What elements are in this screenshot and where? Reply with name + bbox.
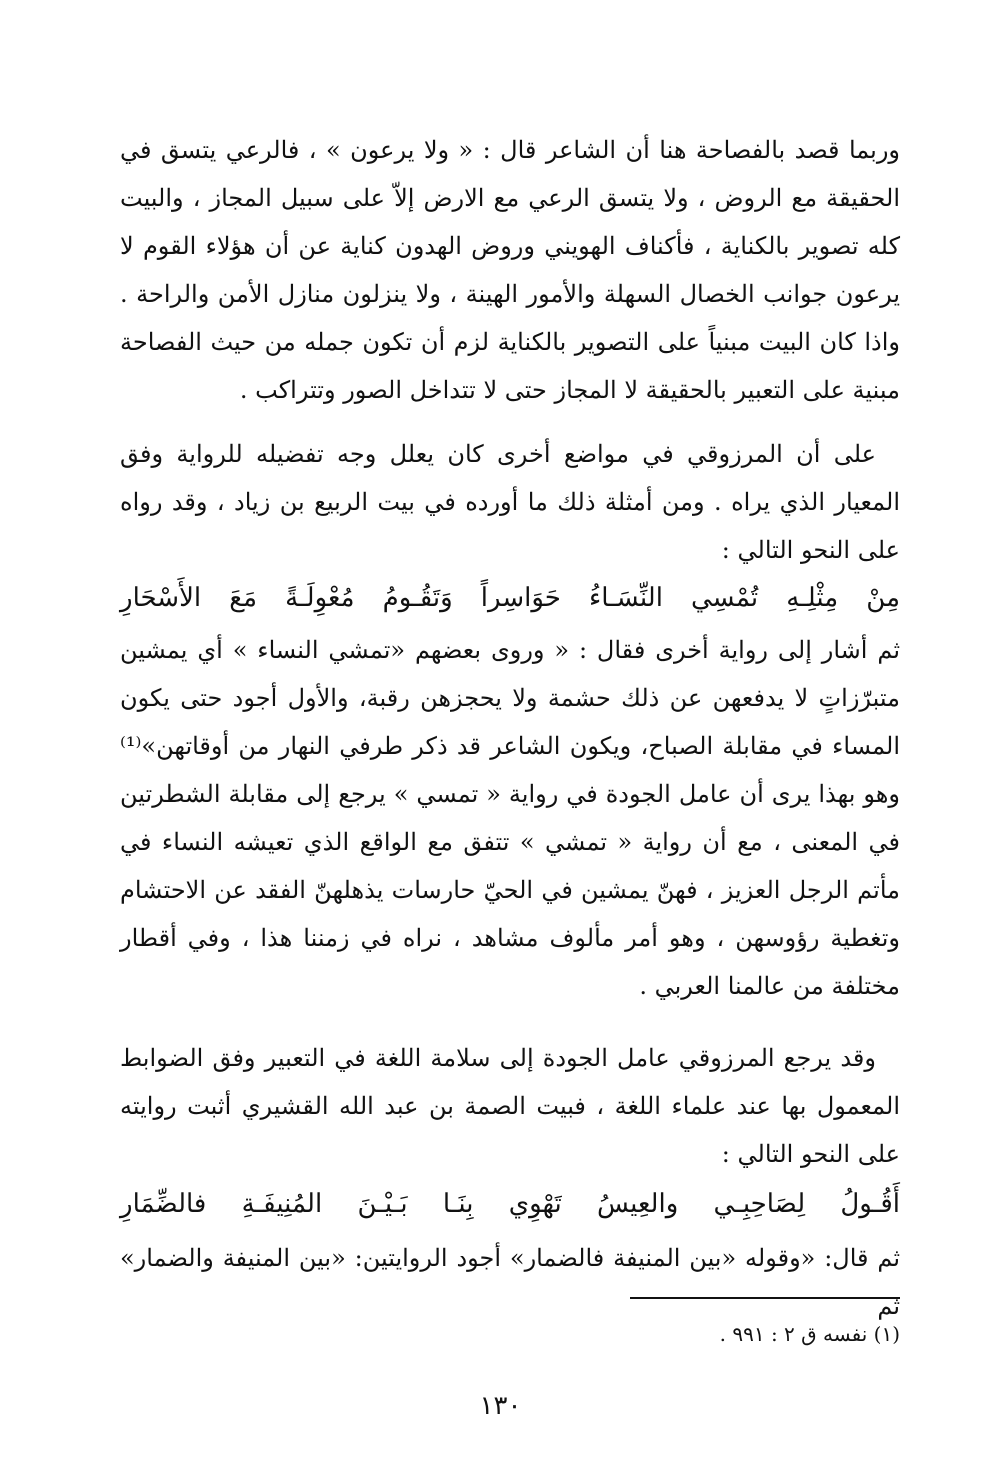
verse-word: لِصَاحِبِـي	[713, 1189, 806, 1219]
verse-word: أَقُـولُ	[840, 1189, 900, 1219]
verse-word: مِثْلِـهِ	[786, 583, 839, 613]
verse-word: الأَسْحَارِ	[120, 583, 202, 613]
body-paragraph: وقد يرجع المرزوقي عامل الجودة إلى سلامة اللغة في التعبير وفق الضوابط المعمول بها عند علماء اللغة ، فبيت الصمة بن عبد الله القشيري أثبت روايته على النحو التالي :	[120, 1044, 900, 1168]
verse-word: المُنِيفَـةِ	[241, 1189, 323, 1219]
body-paragraph: ثم أشار إلى رواية أخرى فقال : « وروى بعضهم «تمشي النساء » أي يمشين متبرّزاتٍ لا يدفعهن عن ذلك حشمة ولا يحجزهن رقبة، والأول أجود حتى يكون المساء في مقابلة الصباح، ويكون الشاعر قد ذكر طرفي النهار من أوقاتهن»⁽¹⁾ وهو بهذا يرى أن عامل الجودة في رواية « تمسي » يرجع إلى مقابلة الشطرتين في المعنى ، مع أن رواية « تمشي » تتفق مع الواقع الذي تعيشه النساء في مأتم الرجل العزيز ، فهنّ يمشين في الحيّ حارسات يذهلهنّ الفقد عن الاحتشام وتغطية رؤوسهن ، وهو أمر مألوف مشاهد ، نراه في زمننا هذا ، وفي أقطار مختلفة من عالمنا العربي .	[120, 636, 900, 1000]
body-paragraph: على أن المرزوقي في مواضع أخرى كان يعلل وجه تفضيله للرواية وفق المعيار الذي يراه . ومن أمثلة ذلك ما أورده في بيت الربيع بن زياد ، وقد رواه على النحو التالي :	[120, 440, 900, 564]
poem-verse	[120, 1180, 900, 1228]
verse-word: فالضِّمَارِ	[120, 1189, 207, 1219]
verse-word: بِنَـا	[442, 1189, 474, 1219]
verse-word: مَعَ	[229, 583, 258, 613]
body-paragraph: وربما قصد بالفصاحة هنا أن الشاعر قال : « ولا يرعون » ، فالرعي يتسق في الحقيقة مع الروض ، ولا يتسق الرعي مع الارض إلاّ على سبيل المجاز ، والبيت كله تصوير بالكناية ، فأكناف الهويني وروض الهدون كناية عن أن هؤلاء القوم لا يرعون جوانب الخصال السهلة والأمور الهينة ، ولا ينزلون منازل الأمن والراحة . واذا كان البيت مبنياً على التصوير بالكناية لزم أن تكون جمله من حيث الفصاحة مبنية على التعبير بالحقيقة لا المجاز حتى لا تتداخل الصور وتتراكب .	[120, 136, 901, 404]
verse-word: مِنْ	[866, 583, 900, 613]
footnote-divider	[630, 1297, 900, 1299]
verse-word: بَـيْـنَ	[357, 1189, 408, 1219]
page-number: ١٣٠	[479, 1391, 522, 1421]
body-paragraph: ثم قال: «وقوله «بين المنيفة فالضمار» أجود الروايتين: «بين المنيفة والضمار» ثم	[120, 1244, 900, 1320]
verse-word: وَتَقُـومُ	[382, 583, 453, 613]
verse-word: مُعْوِلَـةً	[285, 583, 355, 613]
verse-word: والعِيسُ	[597, 1189, 679, 1219]
verse-word: تَهْوِي	[508, 1189, 562, 1219]
poem-verse	[120, 574, 900, 622]
verse-word: تُمْسِي	[691, 583, 759, 613]
footnote: (١) نفسه ق ٢ : ٩٩١ .	[719, 1322, 900, 1346]
verse-word: النِّسَـاءُ	[588, 583, 663, 613]
verse-word: حَوَاسِراً	[480, 583, 561, 613]
